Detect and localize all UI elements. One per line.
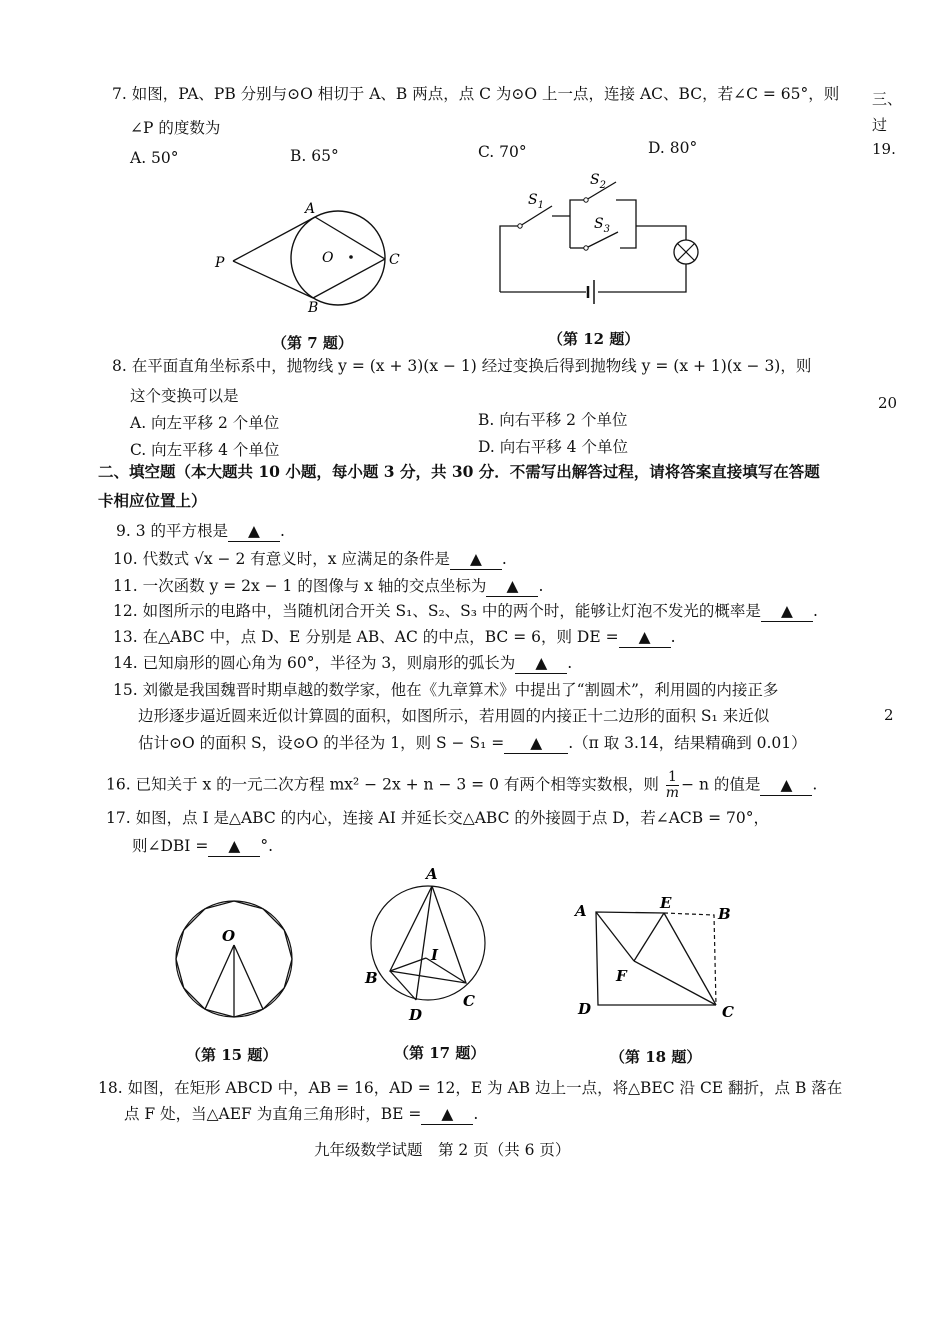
fig12-label-s1: $S_1$ — [528, 192, 544, 211]
fig15-label-o: O — [222, 927, 236, 945]
q15-line2: 边形逐步逼近圆来近似计算圆的面积，如图所示，若用圆的内接正十二边形的面积 S₁ 来近似 — [138, 707, 770, 725]
fig7-tangent-pb — [233, 261, 313, 298]
q13-text: 13. 在△ABC 中，点 D、E 分别是 AB、AC 的中点，BC = 6，则 DE = — [113, 628, 619, 646]
q16-answer-blank: ▲ — [760, 775, 812, 796]
fig7-label-o: O — [322, 250, 334, 266]
fig17-line-bd — [390, 971, 416, 1000]
fig18-label-c: C — [722, 1003, 734, 1021]
q8-option-c: C. 向左平移 4 个单位 — [130, 441, 280, 459]
q8-option-a: A. 向左平移 2 个单位 — [130, 414, 280, 432]
q14-text: 14. 已知扇形的圆心角为 60°，半径为 3，则扇形的弧长为 — [113, 654, 516, 672]
q14: 14. 已知扇形的圆心角为 60°，半径为 3，则扇形的弧长为 ▲ . — [113, 654, 573, 672]
q12-text: 12. 如图所示的电路中，当随机闭合开关 S₁、S₂、S₃ 中的两个时，能够让灯泡不发光的概率是 — [113, 602, 761, 620]
fig18-label-f: F — [616, 967, 627, 985]
q8-option-b: B. 向右平移 2 个单位 — [478, 411, 628, 429]
fig12-branch — [570, 200, 584, 248]
q11: 11. 一次函数 y = 2x − 1 的图像与 x 轴的交点坐标为 ▲ . — [113, 577, 544, 595]
fig12-label-s3: $S_3$ — [594, 216, 610, 235]
q15-line1: 15. 刘徽是我国魏晋时期卓越的数学家，他在《九章算术》中提出了“割圆术”，利用圆的内接正多 — [113, 681, 779, 699]
fig7-label-a: A — [305, 201, 316, 217]
fig7-label-b: B — [308, 300, 319, 316]
fig7-caption: （第 7 题） — [272, 334, 353, 352]
q17-line1: 17. 如图，点 I 是△ABC 的内心，连接 AI 并延长交△ABC 的外接圆于点 D，若∠ACB = 70°， — [106, 809, 769, 827]
q18-line1: 18. 如图，在矩形 ABCD 中，AB = 16，AD = 12，E 为 AB 边上一点，将△BEC 沿 CE 翻折，点 B 落在 — [98, 1079, 843, 1097]
fig18-line-af — [596, 912, 634, 961]
fig12-label-s2: $S_2$ — [590, 172, 606, 191]
section2-heading-line1: 二、填空题（本大题共 10 小题，每小题 3 分，共 30 分．不需写出解答过程，请将答案直接填写在答题 — [98, 462, 820, 481]
right-edge-text-5: 2 — [884, 706, 894, 724]
fig17-triangle — [390, 886, 466, 983]
fig17-label-d: D — [409, 1006, 423, 1024]
fig18-label-e: E — [660, 894, 672, 912]
q14-answer-blank: ▲ — [515, 653, 567, 674]
fig7-label-c: C — [389, 252, 400, 268]
q18-line2: 点 F 处，当△AEF 为直角三角形时，BE = ▲ . — [124, 1105, 479, 1123]
q15-line3: 估计⊙O 的面积 S，设⊙O 的半径为 1，则 S − S₁ = ▲ .（π 取 3.14，结果精确到 0.01） — [138, 734, 807, 752]
q12-answer-blank: ▲ — [761, 601, 813, 622]
q7-option-a: A. 50° — [130, 149, 179, 167]
fig17-label-a: A — [426, 865, 438, 883]
page-footer: 九年级数学试题 第 2 页（共 6 页） — [314, 1141, 571, 1159]
fig17-label-c: C — [463, 992, 475, 1010]
q10-text: 10. 代数式 √x − 2 有意义时，x 应满足的条件是 — [113, 550, 450, 568]
q9-text: 9. 3 的平方根是 — [116, 522, 229, 540]
q7-option-d: D. 80° — [648, 139, 698, 157]
figure-15 — [170, 895, 300, 1025]
q16: 16. 已知关于 x 的一元二次方程 mx² − 2x + n − 3 = 0 有两个相等实数根，则 $\frac{1}{m}$ − n 的值是 ▲ . — [106, 769, 818, 801]
fig7-center-dot — [349, 255, 353, 259]
q11-answer-blank: ▲ — [486, 576, 538, 597]
right-edge-text-4: 20 — [878, 394, 898, 412]
q16-fraction: $\frac{1}{m}$ — [665, 769, 680, 801]
q7-line2: ∠P 的度数为 — [130, 119, 221, 137]
q12: 12. 如图所示的电路中，当随机闭合开关 S₁、S₂、S₃ 中的两个时，能够让灯泡不发光的概率是 ▲ . — [113, 602, 818, 620]
q15-answer-blank: ▲ — [504, 733, 568, 754]
fig12-wire-left — [500, 226, 518, 292]
q8-line2: 这个变换可以是 — [130, 387, 239, 405]
q17-line2: 则∠DBI = ▲ °. — [132, 837, 274, 855]
q17-answer-blank: ▲ — [208, 836, 260, 857]
fig17-label-b: B — [365, 969, 378, 987]
fig18-line-ef — [634, 913, 664, 961]
q11-text: 11. 一次函数 y = 2x − 1 的图像与 x 轴的交点坐标为 — [113, 577, 487, 595]
q18-answer-blank: ▲ — [421, 1104, 473, 1125]
q7-option-c: C. 70° — [478, 143, 527, 161]
q10-answer-blank: ▲ — [450, 549, 502, 570]
fig18-caption: （第 18 题） — [610, 1048, 702, 1066]
fig7-circle — [291, 211, 385, 305]
q13-answer-blank: ▲ — [619, 627, 671, 648]
q8-line1: 8. 在平面直角坐标系中，抛物线 y = (x + 3)(x − 1) 经过变换后得到抛物线 y = (x + 1)(x − 3)，则 — [112, 357, 812, 375]
q9-answer-blank: ▲ — [228, 521, 280, 542]
fig7-tangent-pa — [233, 217, 315, 261]
fig18-label-b: B — [718, 905, 731, 923]
fig17-caption: （第 17 题） — [394, 1044, 486, 1062]
figure-17 — [360, 863, 490, 1025]
q10: 10. 代数式 √x − 2 有意义时，x 应满足的条件是 ▲ . — [113, 550, 507, 568]
fig7-label-p: P — [215, 255, 225, 271]
figure-7 — [205, 195, 425, 320]
q13: 13. 在△ABC 中，点 D、E 分别是 AB、AC 的中点，BC = 6，则 DE = ▲ . — [113, 628, 676, 646]
fig15-caption: （第 15 题） — [186, 1046, 278, 1064]
q8-option-d: D. 向右平移 4 个单位 — [478, 438, 628, 456]
fig17-label-i: I — [431, 946, 439, 964]
section2-heading-line2: 卡相应位置上） — [98, 491, 207, 510]
figure-12 — [490, 170, 710, 305]
q7-line1: 7. 如图，PA、PB 分别与⊙O 相切于 A、B 两点，点 C 为⊙O 上一点，连接 AC、BC，若∠C = 65°，则 — [112, 85, 840, 103]
fig12-switch-s3 — [586, 232, 618, 248]
fig12-switch-s1 — [520, 206, 552, 226]
right-edge-text-3: 19. — [872, 140, 896, 158]
right-edge-text-2: 过 — [872, 116, 888, 134]
q7-option-b: B. 65° — [290, 147, 339, 165]
fig18-label-a: A — [575, 902, 587, 920]
fig18-label-d: D — [578, 1000, 592, 1018]
figure-18 — [572, 893, 747, 1028]
right-edge-text-1: 三、 — [872, 90, 903, 108]
q9: 9. 3 的平方根是 ▲ . — [116, 522, 285, 540]
fig12-caption: （第 12 题） — [548, 330, 640, 348]
